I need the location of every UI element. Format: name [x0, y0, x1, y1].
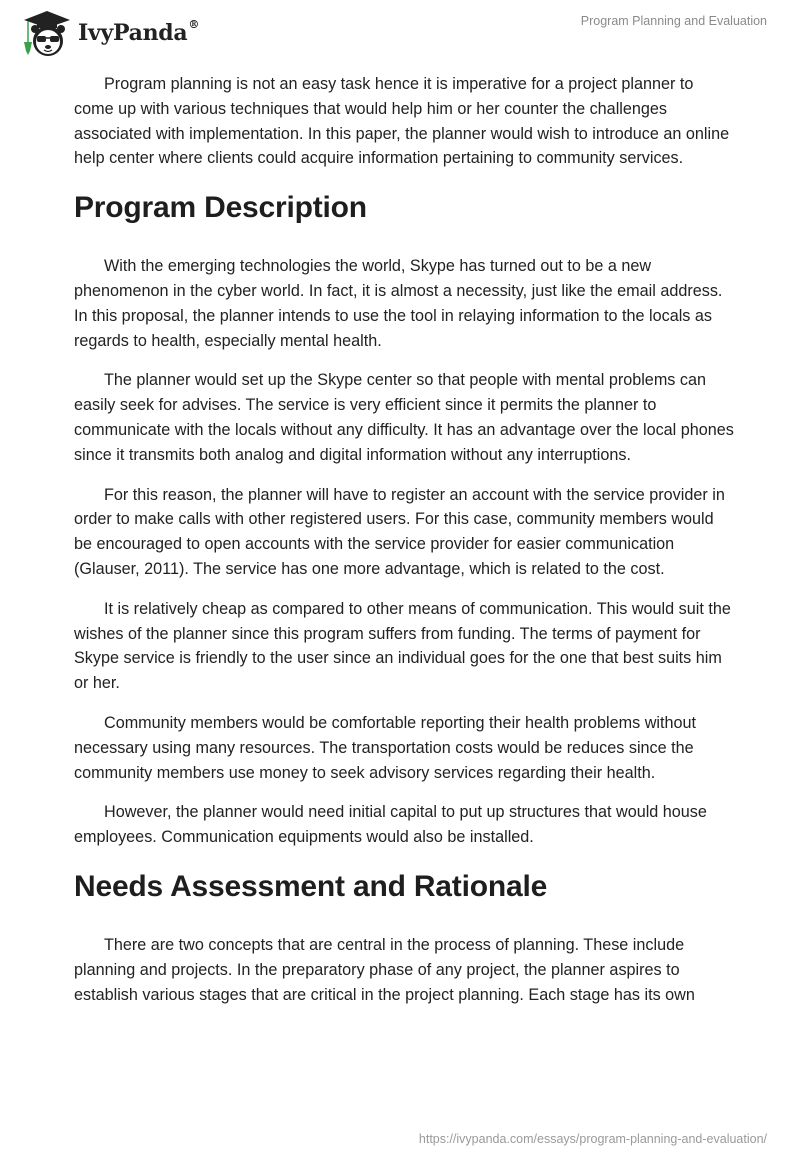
brand-name	[78, 20, 199, 46]
document-title: Program Planning and Evaluation	[580, 14, 767, 28]
page-header	[0, 0, 800, 60]
essay-content	[74, 72, 734, 1022]
registered-mark: ®	[188, 18, 200, 31]
brand-name-text: IvyPanda	[78, 20, 188, 46]
body-paragraph: Community members would be comfortable reporting their health problems without necessary using many resources. The transportation costs would be reduces since the community members use money to seek advisory services regarding their health.	[74, 713, 697, 782]
source-url[interactable]: https://ivypanda.com/essays/program-planning-and-evaluation/	[418, 1132, 767, 1146]
body-paragraph: The planner would set up the Skype center so that people with mental problems can easily seek for advises. The service is very efficient since it permits the planner to communicate with the locals without any difficulty. It has an advantage over the local phones since it transmits both analog and digital information without any interruptions.	[74, 371, 734, 464]
body-paragraph: There are two concepts that are central in the process of planning. These include planning and projects. In the preparatory phase of any project, the planner aspires to establish various stages that are critical in the project planning. Each stage has its own	[74, 935, 695, 1004]
body-paragraph: For this reason, the planner will have to register an account with the service provider in order to make calls with other registered users. For this case, community members would be encouraged to open accounts with the service provider for easier communication (Glauser, 2011). The service has one more advantage, which is related to the cost.	[74, 485, 725, 578]
body-paragraph: It is relatively cheap as compared to other means of communication. This would suit the wishes of the planner since this program suffers from funding. The terms of payment for Skype service is friendly to the user since an individual goes for the one that best suits him or her.	[74, 599, 731, 693]
section-heading: Needs Assessment and Rationale	[74, 869, 548, 903]
body-paragraph: However, the planner would need initial capital to put up structures that would house employees. Communication equipments would also be installed.	[74, 803, 707, 847]
brand-logo[interactable]	[20, 8, 199, 58]
panda-graduate-icon	[20, 8, 74, 58]
intro-paragraph: Program planning is not an easy task hence it is imperative for a project planner to come up with various techniques that would help him or her counter the challenges associated with implementation. In this paper, the planner would wish to introduce an online help center where clients could acquire information pertaining to community services.	[74, 75, 730, 168]
section-heading: Program Description	[74, 191, 367, 225]
body-paragraph: With the emerging technologies the world, Skype has turned out to be a new phenomenon in the cyber world. In fact, it is almost a necessity, just like the email address. In this proposal, the planner intends to use the tool in relaying information to the locals as regards to health, especially mental health.	[74, 257, 723, 350]
